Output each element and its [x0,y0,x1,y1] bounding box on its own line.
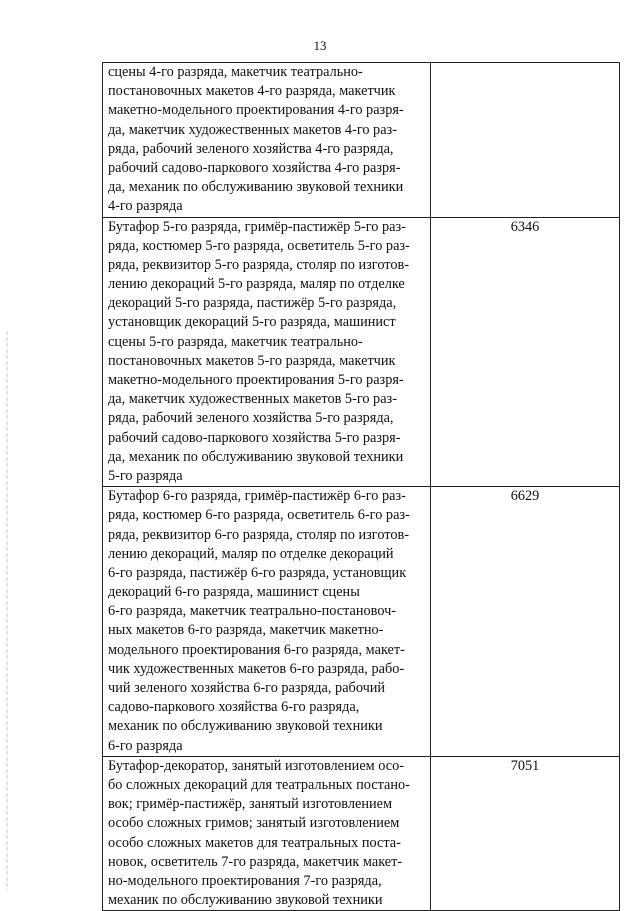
salary-value: 6629 [510,488,540,505]
text-line: бо сложных декораций для театральных постано- [108,776,410,793]
text-line: новок, осветитель 7-го разряда, макетчик макет- [108,853,403,870]
text-line: да, механик по обслуживанию звуковой техники [108,448,404,465]
text-line: модельного проектирования 6-го разряда, макет- [108,641,405,658]
page-number: 13 [313,38,327,53]
text-line: механик по обслуживанию звуковой техники [108,892,383,909]
text-line: особо сложных гримов; занятый изготовлением [108,815,400,832]
text-line: садово-паркового хозяйства 6-го разряда, [108,699,360,716]
text-line: макетно-модельного проектирования 4-го разря- [108,102,404,119]
text-line: декораций 5-го разряда, пастижёр 5-го разряда, [108,295,397,312]
table-row [103,63,620,218]
text-line: ряда, рабочий зеленого хозяйства 4-го разряда, [108,140,394,157]
table-row [103,217,620,487]
text-line: 6-го разряда [108,737,183,754]
text-line: установщик декораций 5-го разряда, машинист [108,314,396,331]
row-description [103,756,431,911]
row-value [431,217,620,487]
text-line: декораций 6-го разряда, машинист сцены [108,584,360,601]
text-line: Бутафор-декоратор, занятый изготовлением осо- [108,757,405,774]
salary-value: 6346 [510,218,540,235]
text-line: Бутафор 5-го разряда, гримёр-пастижёр 5-го раз- [108,218,406,235]
text-line: макетно-модельного проектирования 5-го разря- [108,372,404,388]
salary-value: 7051 [510,757,540,774]
text-line: да, механик по обслуживанию звуковой техники [108,179,404,196]
text-line: рабочий садово-паркового хозяйства 5-го разря- [108,429,401,446]
text-line: механик по обслуживанию звуковой техники [108,718,383,735]
text-line: 4-го разряда [108,198,183,215]
table-row [103,487,620,757]
row-description [103,217,431,487]
row-value [431,487,620,757]
text-line: 6-го разряда, пастижёр 6-го разряда, установщик [108,564,407,581]
text-line: сцены 5-го разряда, макетчик театрально- [108,333,363,350]
text-line: Бутафор 6-го разряда, гримёр-пастижёр 6-го раз- [108,488,406,505]
text-line: вок; гримёр-пастижёр, занятый изготовлением [108,796,393,813]
text-line: ряда, костюмер 6-го разряда, осветитель 6-го раз- [108,507,410,524]
text-line: чик художественных макетов 6-го разряда, рабо- [108,660,405,677]
text-line: постановочных макетов 4-го разряда, макетчик [108,83,396,100]
text-line: постановочных макетов 5-го разряда, макетчик [108,352,396,369]
salary-table [102,62,620,911]
margin-dots [6,330,8,890]
text-line: да, макетчик художественных макетов 4-го раз- [108,121,397,138]
row-description [103,63,431,218]
text-line: ряда, реквизитор 5-го разряда, столяр по изготов- [108,256,409,273]
row-description [103,487,431,757]
text-line: 6-го разряда, макетчик театрально-постановоч- [108,603,397,620]
row-value [431,756,620,911]
text-line: чий зеленого хозяйства 6-го разряда, рабочий [108,680,386,696]
row-value [431,63,620,218]
text-line: ных макетов 6-го разряда, макетчик макетно- [108,622,384,639]
text-line: да, макетчик художественных макетов 5-го раз- [108,391,397,408]
text-line: сцены 4-го разряда, макетчик театрально- [108,64,363,80]
text-line: но-модельного проектирования 7-го разряда, [108,872,382,889]
text-line: лению декораций 5-го разряда, маляр по отделке [108,276,405,293]
text-line: ряда, реквизитор 6-го разряда, столяр по изготов- [108,526,409,543]
text-line: лению декораций, маляр по отделке декораций [108,545,394,562]
table-row [103,756,620,911]
text-line: особо сложных макетов для театральных поста- [108,834,401,851]
text-line: рабочий садово-паркового хозяйства 4-го разря- [108,159,401,176]
text-line: ряда, костюмер 5-го разряда, осветитель 5-го раз- [108,237,410,254]
text-line: 5-го разряда [108,467,183,484]
text-line: ряда, рабочий зеленого хозяйства 5-го разряда, [108,410,394,427]
